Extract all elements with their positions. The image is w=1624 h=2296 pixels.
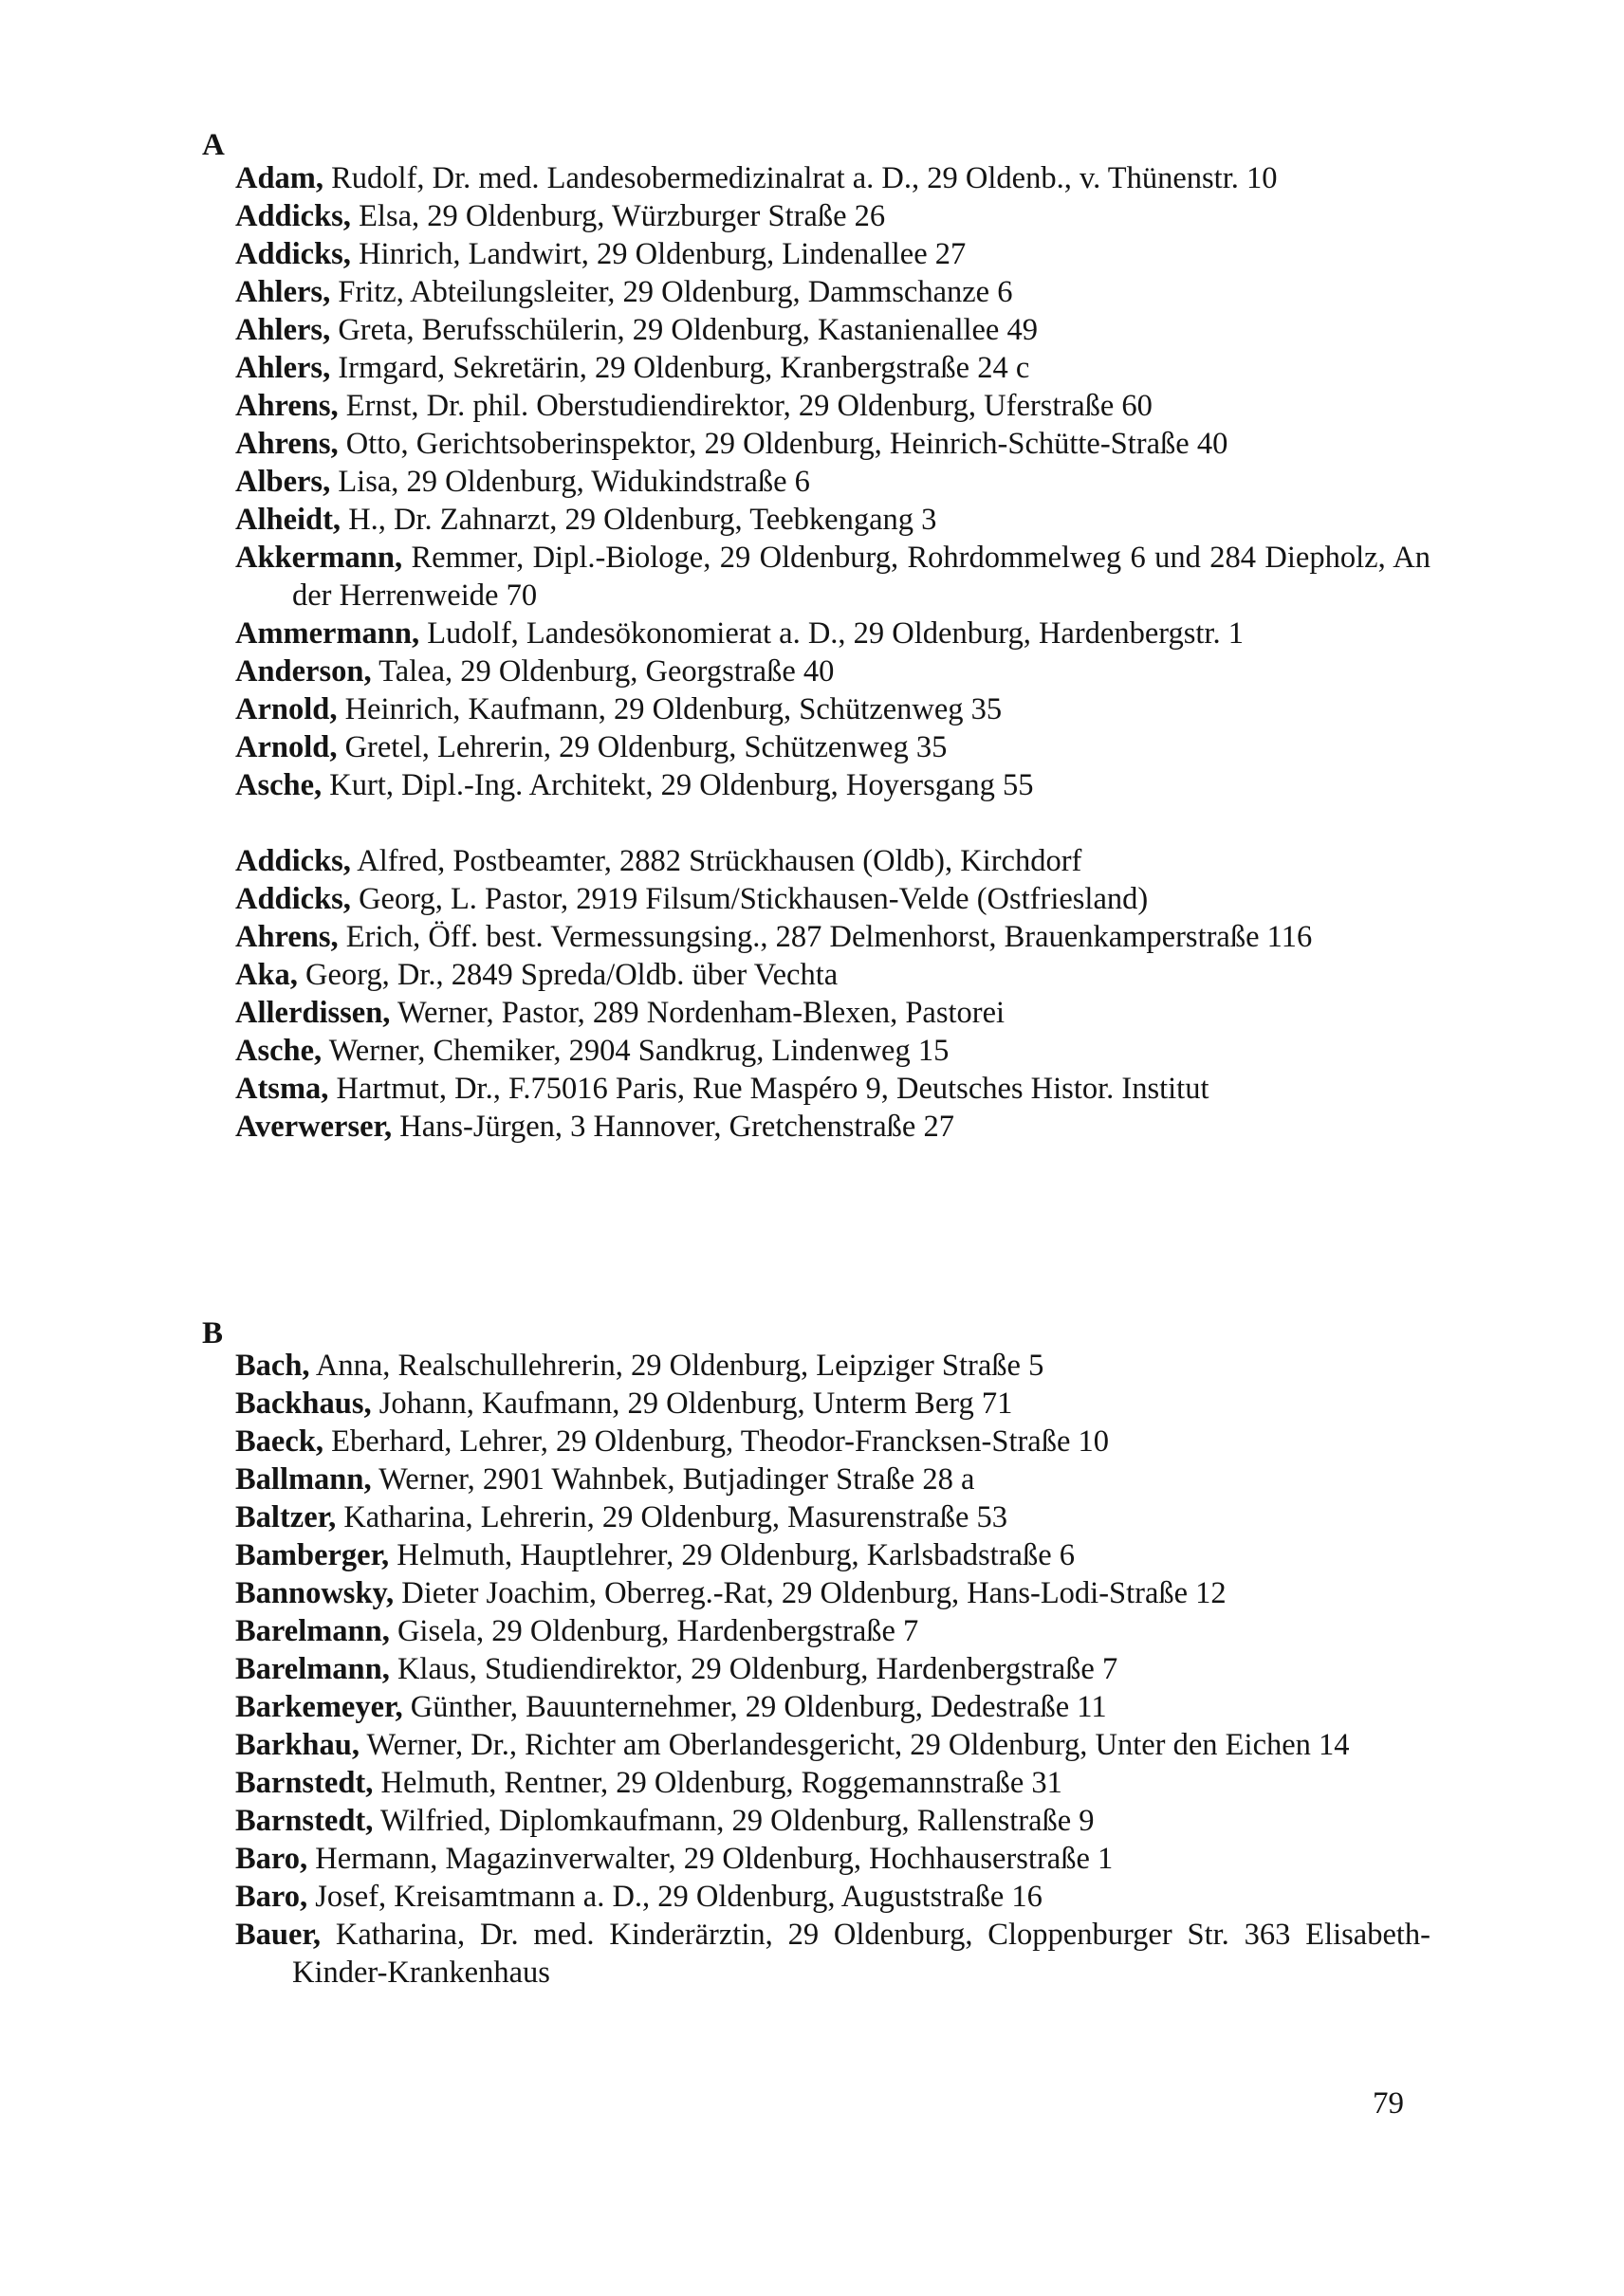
entry-details: H., Dr. Zahnarzt, 29 Oldenburg, Teebkengang 3 [341, 503, 937, 537]
directory-entry [235, 197, 1430, 235]
entry-surname: Baro, [235, 1880, 308, 1914]
entry-details: Dieter Joachim, Oberreg.-Rat, 29 Oldenburg, Hans-Lodi-Straße 12 [394, 1576, 1227, 1610]
entry-details: Lisa, 29 Oldenburg, Widukindstraße 6 [330, 465, 810, 499]
directory-entry [235, 273, 1430, 311]
entry-details: Johann, Kaufmann, 29 Oldenburg, Unterm Berg 71 [371, 1387, 1013, 1421]
directory-entry [235, 501, 1430, 539]
entry-surname: Backhaus, [235, 1387, 372, 1421]
entry-surname: Aka, [235, 958, 298, 992]
directory-entry [235, 728, 1430, 766]
directory-entry [235, 1108, 1430, 1146]
directory-entry [235, 235, 1430, 273]
entry-details: Hartmut, Dr., F.75016 Paris, Rue Maspéro 9, Deutsches Histor. Institut [328, 1072, 1209, 1106]
entry-details: Irmgard, Sekretärin, 29 Oldenburg, Kranbergstraße 24 c [330, 351, 1030, 385]
directory-entry [235, 1498, 1430, 1536]
directory-entry [235, 1385, 1430, 1423]
entry-surname: Arnold, [235, 730, 338, 764]
entry-surname: Bauer, [235, 1918, 321, 1952]
entry-surname: Baro, [235, 1842, 308, 1876]
entry-surname: Averwerser, [235, 1110, 393, 1144]
directory-entry [235, 1650, 1430, 1688]
entry-surname: Albers, [235, 465, 331, 499]
entry-details: Georg, Dr., 2849 Spreda/Oldb. über Vechta [297, 958, 839, 992]
entry-surname: Barelmann, [235, 1652, 390, 1686]
section-letter-a: A [202, 128, 225, 162]
entry-details: Gretel, Lehrerin, 29 Oldenburg, Schützenweg 35 [337, 730, 948, 764]
entry-details: Rudolf, Dr. med. Landesobermedizinalrat a. D., 29 Oldenb., v. Thünenstr. 10 [323, 161, 1278, 195]
entry-surname: Addicks, [235, 844, 351, 878]
entry-details: Remmer, Dipl.-Biologe, 29 Oldenburg, Rohrdommelweg 6 und 284 Diepholz, An der Herrenweide 70 [292, 541, 1430, 613]
entry-details: Fritz, Abteilungsleiter, 29 Oldenburg, Dammschanze 6 [330, 275, 1013, 309]
entry-surname: Atsma, [235, 1072, 329, 1106]
entry-details: Helmuth, Hauptlehrer, 29 Oldenburg, Karlsbadstraße 6 [389, 1538, 1076, 1572]
section-a-list [235, 159, 1430, 804]
directory-entry [235, 842, 1430, 880]
entry-surname: Barkemeyer, [235, 1690, 403, 1724]
directory-entry [235, 1574, 1430, 1612]
entry-surname: Ammermann, [235, 616, 420, 651]
directory-entry [235, 463, 1430, 501]
directory-entry [235, 349, 1430, 387]
entry-surname: Alheidt, [235, 503, 341, 537]
entry-details: Werner, Pastor, 289 Nordenham-Blexen, Pastorei [390, 996, 1006, 1030]
entry-details: Otto, Gerichtsoberinspektor, 29 Oldenburg, Heinrich-Schütte-Straße 40 [338, 427, 1228, 461]
entry-details: Greta, Berufsschülerin, 29 Oldenburg, Kastanienallee 49 [330, 313, 1038, 347]
entry-surname: Allerdissen, [235, 996, 391, 1030]
directory-entry [235, 615, 1430, 652]
entry-details: Talea, 29 Oldenburg, Georgstraße 40 [371, 654, 835, 689]
directory-entry [235, 425, 1430, 463]
entry-details: Werner, Dr., Richter am Oberlandesgericht, 29 Oldenburg, Unter den Eichen 14 [359, 1728, 1350, 1762]
entry-surname: Ahlers, [235, 351, 331, 385]
directory-entry [235, 1070, 1430, 1108]
entry-surname: Baeck, [235, 1424, 323, 1459]
directory-entry [235, 690, 1430, 728]
directory-entry [235, 159, 1430, 197]
directory-entry [235, 1423, 1430, 1460]
directory-entry [235, 1764, 1430, 1802]
entry-surname: Baltzer, [235, 1500, 337, 1534]
entry-surname: Asche, [235, 1034, 323, 1068]
entry-details: Anna, Realschullehrerin, 29 Oldenburg, Leipziger Straße 5 [309, 1349, 1044, 1383]
entry-surname: Ahlers, [235, 275, 331, 309]
entry-details: Kurt, Dipl.-Ing. Architekt, 29 Oldenburg, Hoyersgang 55 [322, 768, 1034, 802]
entry-details: Josef, Kreisamtmann a. D., 29 Oldenburg, Auguststraße 16 [307, 1880, 1043, 1914]
directory-entry [235, 994, 1430, 1032]
entry-surname: Barkhau, [235, 1728, 360, 1762]
entry-surname: Ballmann, [235, 1462, 372, 1497]
directory-entry [235, 1878, 1430, 1916]
section-letter-b: B [202, 1316, 224, 1350]
directory-entry [235, 956, 1430, 994]
entry-surname: Ahlers, [235, 313, 331, 347]
entry-details: Erich, Öff. best. Vermessungsing., 287 Delmenhorst, Brauenkamperstraße 116 [338, 920, 1313, 954]
directory-entry [235, 1688, 1430, 1726]
entry-surname: Addicks, [235, 882, 351, 916]
directory-entry [235, 766, 1430, 804]
directory-entry [235, 311, 1430, 349]
directory-entry [235, 918, 1430, 956]
entry-surname: Arnold, [235, 692, 338, 726]
directory-entry [235, 1802, 1430, 1840]
section-a-supplement-list [235, 842, 1430, 1146]
entry-surname: Ahrens, [235, 389, 339, 423]
entry-details: Wilfried, Diplomkaufmann, 29 Oldenburg, Rallenstraße 9 [373, 1804, 1095, 1838]
entry-details: Hans-Jürgen, 3 Hannover, Gretchenstraße 27 [392, 1110, 954, 1144]
entry-surname: Asche, [235, 768, 323, 802]
entry-surname: Addicks, [235, 199, 351, 233]
directory-entry [235, 387, 1430, 425]
entry-surname: Ahrens, [235, 920, 339, 954]
entry-details: Katharina, Dr. med. Kinderärztin, 29 Oldenburg, Cloppenburger Str. 363 Elisabeth-Kinder-Krankenhaus [292, 1918, 1430, 1990]
directory-entry [235, 1347, 1430, 1385]
entry-details: Günther, Bauunternehmer, 29 Oldenburg, Dedestraße 11 [402, 1690, 1107, 1724]
section-b-list [235, 1347, 1430, 1992]
entry-surname: Barnstedt, [235, 1804, 374, 1838]
entry-surname: Addicks, [235, 237, 351, 271]
entry-surname: Akkermann, [235, 541, 403, 575]
entry-details: Heinrich, Kaufmann, 29 Oldenburg, Schützenweg 35 [337, 692, 1003, 726]
page-number: 79 [1373, 2086, 1404, 2121]
directory-entry [235, 1726, 1430, 1764]
entry-surname: Ahrens, [235, 427, 339, 461]
entry-surname: Barnstedt, [235, 1766, 374, 1800]
directory-entry [235, 1536, 1430, 1574]
entry-details: Hermann, Magazinverwalter, 29 Oldenburg, Hochhauserstraße 1 [307, 1842, 1114, 1876]
entry-details: Gisela, 29 Oldenburg, Hardenbergstraße 7 [389, 1614, 919, 1648]
directory-entry [235, 539, 1430, 615]
entry-surname: Anderson, [235, 654, 372, 689]
directory-entry [235, 1032, 1430, 1070]
directory-entry [235, 1612, 1430, 1650]
directory-entry [235, 1460, 1430, 1498]
entry-details: Werner, 2901 Wahnbek, Butjadinger Straße 28 a [371, 1462, 975, 1497]
entry-surname: Barelmann, [235, 1614, 390, 1648]
entry-details: Helmuth, Rentner, 29 Oldenburg, Roggemannstraße 31 [373, 1766, 1062, 1800]
directory-entry [235, 1916, 1430, 1992]
entry-surname: Adam, [235, 161, 323, 195]
entry-details: Werner, Chemiker, 2904 Sandkrug, Lindenweg 15 [322, 1034, 950, 1068]
entry-details: Alfred, Postbeamter, 2882 Strückhausen (Oldb), Kirchdorf [350, 844, 1082, 878]
entry-details: Ludolf, Landesökonomierat a. D., 29 Oldenburg, Hardenbergstr. 1 [419, 616, 1244, 651]
directory-entry [235, 880, 1430, 918]
entry-details: Georg, L. Pastor, 2919 Filsum/Stickhausen-Velde (Ostfriesland) [350, 882, 1149, 916]
entry-surname: Bamberger, [235, 1538, 390, 1572]
entry-details: Ernst, Dr. phil. Oberstudiendirektor, 29 Oldenburg, Uferstraße 60 [338, 389, 1153, 423]
entry-surname: Bannowsky, [235, 1576, 395, 1610]
entry-details: Klaus, Studiendirektor, 29 Oldenburg, Hardenbergstraße 7 [389, 1652, 1118, 1686]
entry-surname: Bach, [235, 1349, 310, 1383]
directory-entry [235, 652, 1430, 690]
entry-details: Eberhard, Lehrer, 29 Oldenburg, Theodor-Francksen-Straße 10 [323, 1424, 1110, 1459]
entry-details: Katharina, Lehrerin, 29 Oldenburg, Masurenstraße 53 [336, 1500, 1008, 1534]
directory-entry [235, 1840, 1430, 1878]
entry-details: Hinrich, Landwirt, 29 Oldenburg, Lindenallee 27 [350, 237, 967, 271]
entry-details: Elsa, 29 Oldenburg, Würzburger Straße 26 [350, 199, 886, 233]
